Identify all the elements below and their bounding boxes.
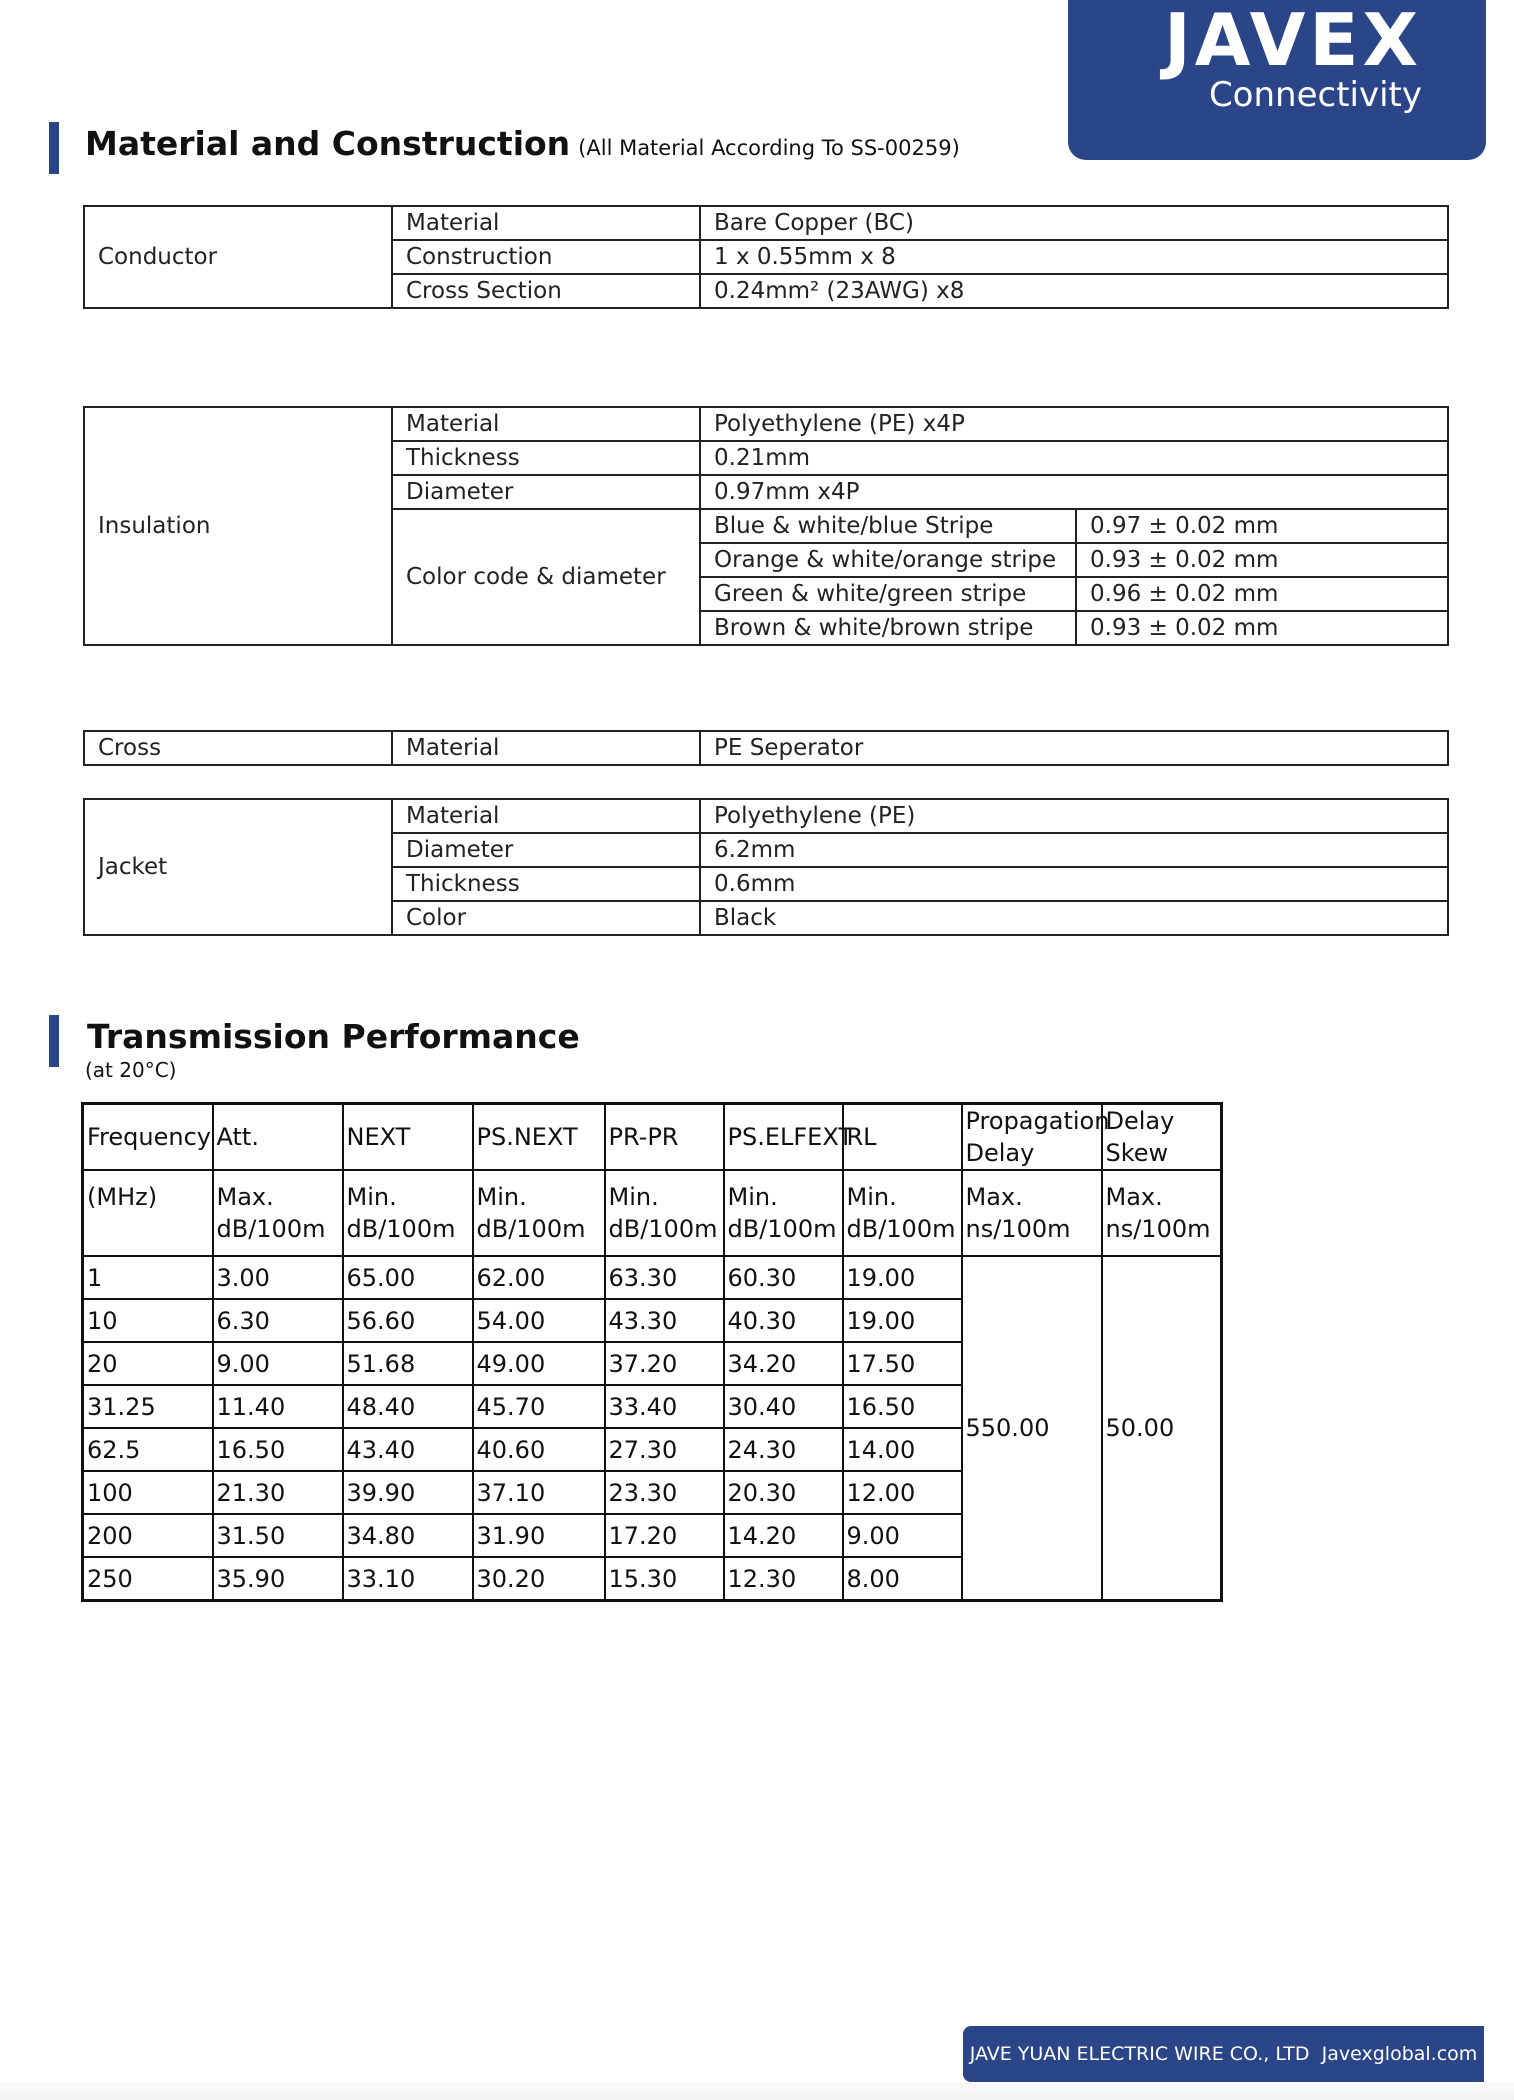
column-header: PS.ELFEXT <box>724 1104 843 1171</box>
unit-limit: Min. <box>846 1183 897 1211</box>
footer-website[interactable]: Javexglobal.com <box>1321 2043 1478 2065</box>
frequency-cell: 100 <box>83 1471 213 1514</box>
column-header: NEXT <box>343 1104 473 1171</box>
color-diameter: 0.97 ± 0.02 mm <box>1076 509 1448 543</box>
conductor-label: Conductor <box>84 206 392 308</box>
spec-property: Material <box>392 731 700 765</box>
value-cell: 34.80 <box>343 1514 473 1557</box>
value-cell: 17.20 <box>605 1514 724 1557</box>
value-cell: 33.40 <box>605 1385 724 1428</box>
value-cell: 30.40 <box>724 1385 843 1428</box>
spec-value: 1 x 0.55mm x 8 <box>700 240 1448 274</box>
value-cell: 39.90 <box>343 1471 473 1514</box>
footer-company: JAVE YUAN ELECTRIC WIRE CO., LTD <box>969 2043 1310 2065</box>
color-name: Green & white/green stripe <box>700 577 1076 611</box>
value-cell: 17.50 <box>843 1342 962 1385</box>
unit-measure: ns/100m <box>1105 1215 1211 1243</box>
unit-limit: Min. <box>608 1183 659 1211</box>
spec-property: Material <box>392 206 700 240</box>
material-section-note: (All Material According To SS-00259) <box>578 136 960 160</box>
unit-measure <box>87 1213 212 1245</box>
spec-property: Material <box>392 407 700 441</box>
value-cell: 45.70 <box>473 1385 605 1428</box>
value-cell: 9.00 <box>843 1514 962 1557</box>
value-cell: 40.30 <box>724 1299 843 1342</box>
logo-subtitle: Connectivity <box>1208 75 1422 115</box>
value-cell: 54.00 <box>473 1299 605 1342</box>
value-cell: 60.30 <box>724 1256 843 1299</box>
column-unit <box>724 1170 843 1256</box>
value-cell: 37.20 <box>605 1342 724 1385</box>
unit-measure: dB/100m <box>216 1215 326 1243</box>
spec-property: Thickness <box>392 867 700 901</box>
spec-property: Diameter <box>392 475 700 509</box>
value-cell: 16.50 <box>843 1385 962 1428</box>
column-unit <box>605 1170 724 1256</box>
column-header: Delay Skew <box>1102 1104 1222 1171</box>
unit-measure: dB/100m <box>346 1215 456 1243</box>
propagation-delay-value: 550.00 <box>962 1256 1102 1601</box>
value-cell: 12.00 <box>843 1471 962 1514</box>
cross-table <box>83 730 1449 766</box>
transmission-note: (at 20°C) <box>85 1058 177 1082</box>
column-unit <box>962 1170 1102 1256</box>
unit-limit: (MHz) <box>87 1183 158 1211</box>
value-cell: 14.20 <box>724 1514 843 1557</box>
header-row <box>83 1104 1222 1171</box>
value-cell: 35.90 <box>213 1557 343 1601</box>
insulation-label: Insulation <box>84 407 392 645</box>
column-header: Att. <box>213 1104 343 1171</box>
value-cell: 62.00 <box>473 1256 605 1299</box>
spec-value: 0.6mm <box>700 867 1448 901</box>
value-cell: 9.00 <box>213 1342 343 1385</box>
unit-measure: dB/100m <box>727 1215 837 1243</box>
value-cell: 14.00 <box>843 1428 962 1471</box>
transmission-table <box>81 1102 1223 1602</box>
spec-value: 0.24mm² (23AWG) x8 <box>700 274 1448 308</box>
spec-value: Bare Copper (BC) <box>700 206 1448 240</box>
value-cell: 63.30 <box>605 1256 724 1299</box>
value-cell: 31.90 <box>473 1514 605 1557</box>
frequency-cell: 250 <box>83 1557 213 1601</box>
column-unit <box>473 1170 605 1256</box>
color-name: Orange & white/orange stripe <box>700 543 1076 577</box>
frequency-cell: 1 <box>83 1256 213 1299</box>
value-cell: 65.00 <box>343 1256 473 1299</box>
page-bottom-strip <box>0 2082 1514 2100</box>
unit-measure: dB/100m <box>608 1215 718 1243</box>
spec-value: Polyethylene (PE) x4P <box>700 407 1448 441</box>
spec-value: Polyethylene (PE) <box>700 799 1448 833</box>
spec-value: 6.2mm <box>700 833 1448 867</box>
value-cell: 37.10 <box>473 1471 605 1514</box>
value-cell: 23.30 <box>605 1471 724 1514</box>
jacket-table <box>83 798 1449 936</box>
material-section-title <box>85 124 960 163</box>
unit-limit: Max. <box>1105 1183 1163 1211</box>
value-cell: 19.00 <box>843 1256 962 1299</box>
spec-property: Thickness <box>392 441 700 475</box>
value-cell: 43.40 <box>343 1428 473 1471</box>
value-cell: 49.00 <box>473 1342 605 1385</box>
value-cell: 3.00 <box>213 1256 343 1299</box>
value-cell: 30.20 <box>473 1557 605 1601</box>
unit-limit: Max. <box>965 1183 1023 1211</box>
section-accent-bar <box>49 1015 59 1067</box>
value-cell: 40.60 <box>473 1428 605 1471</box>
value-cell: 34.20 <box>724 1342 843 1385</box>
frequency-cell: 31.25 <box>83 1385 213 1428</box>
jacket-label: Jacket <box>84 799 392 935</box>
column-unit <box>83 1170 213 1256</box>
value-cell: 20.30 <box>724 1471 843 1514</box>
value-cell: 24.30 <box>724 1428 843 1471</box>
column-header: PR-PR <box>605 1104 724 1171</box>
unit-limit: Min. <box>476 1183 527 1211</box>
value-cell: 21.30 <box>213 1471 343 1514</box>
value-cell: 51.68 <box>343 1342 473 1385</box>
value-cell: 27.30 <box>605 1428 724 1471</box>
column-unit <box>843 1170 962 1256</box>
unit-limit: Min. <box>346 1183 397 1211</box>
cross-label: Cross <box>84 731 392 765</box>
color-name: Brown & white/brown stripe <box>700 611 1076 645</box>
spec-value: 0.21mm <box>700 441 1448 475</box>
spec-value: 0.97mm x4P <box>700 475 1448 509</box>
value-cell: 11.40 <box>213 1385 343 1428</box>
unit-limit: Max. <box>216 1183 274 1211</box>
logo-wordmark: JAVEX <box>1163 0 1422 82</box>
transmission-section-title: Transmission Performance <box>87 1017 580 1056</box>
spec-property: Material <box>392 799 700 833</box>
unit-measure: ns/100m <box>965 1215 1071 1243</box>
color-name: Blue & white/blue Stripe <box>700 509 1076 543</box>
column-unit <box>1102 1170 1222 1256</box>
value-cell: 6.30 <box>213 1299 343 1342</box>
insulation-table <box>83 406 1449 646</box>
footer-banner <box>963 2026 1484 2082</box>
column-unit <box>343 1170 473 1256</box>
color-code-label: Color code & diameter <box>392 509 700 645</box>
value-cell: 16.50 <box>213 1428 343 1471</box>
value-cell: 15.30 <box>605 1557 724 1601</box>
unit-measure: dB/100m <box>846 1215 956 1243</box>
value-cell: 33.10 <box>343 1557 473 1601</box>
spec-property: Diameter <box>392 833 700 867</box>
color-diameter: 0.93 ± 0.02 mm <box>1076 543 1448 577</box>
frequency-cell: 20 <box>83 1342 213 1385</box>
brand-logo <box>1068 0 1486 160</box>
material-section-heading: Material and Construction <box>85 124 571 163</box>
unit-measure: dB/100m <box>476 1215 586 1243</box>
value-cell: 43.30 <box>605 1299 724 1342</box>
column-unit <box>213 1170 343 1256</box>
value-cell: 8.00 <box>843 1557 962 1601</box>
section-accent-bar <box>49 122 59 174</box>
spec-value: PE Seperator <box>700 731 1448 765</box>
frequency-cell: 62.5 <box>83 1428 213 1471</box>
color-diameter: 0.96 ± 0.02 mm <box>1076 577 1448 611</box>
spec-property: Construction <box>392 240 700 274</box>
frequency-cell: 10 <box>83 1299 213 1342</box>
color-diameter: 0.93 ± 0.02 mm <box>1076 611 1448 645</box>
delay-skew-value: 50.00 <box>1102 1256 1222 1601</box>
column-header: PS.NEXT <box>473 1104 605 1171</box>
frequency-cell: 200 <box>83 1514 213 1557</box>
spec-property: Cross Section <box>392 274 700 308</box>
unit-limit: Min. <box>727 1183 778 1211</box>
column-header: Propagation Delay <box>962 1104 1102 1171</box>
column-header: Frequency <box>83 1104 213 1171</box>
value-cell: 56.60 <box>343 1299 473 1342</box>
unit-row <box>83 1170 1222 1256</box>
spec-property: Color <box>392 901 700 935</box>
column-header: RL <box>843 1104 962 1171</box>
table-row <box>83 1256 1222 1299</box>
value-cell: 19.00 <box>843 1299 962 1342</box>
spec-value: Black <box>700 901 1448 935</box>
value-cell: 48.40 <box>343 1385 473 1428</box>
conductor-table <box>83 205 1449 309</box>
value-cell: 31.50 <box>213 1514 343 1557</box>
value-cell: 12.30 <box>724 1557 843 1601</box>
